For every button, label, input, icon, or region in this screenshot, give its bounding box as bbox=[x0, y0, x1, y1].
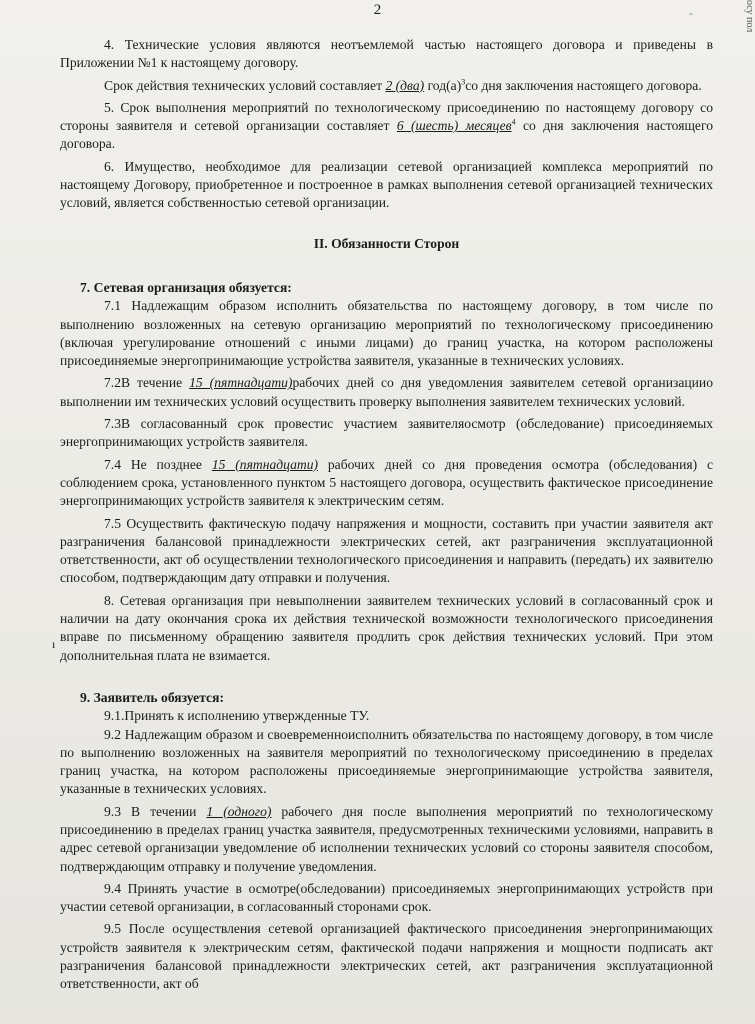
document-body bbox=[60, 36, 713, 994]
execution-term: 6 (шесть) месяцев bbox=[396, 118, 512, 134]
clause-9-3: 9.3 В течении 1 (одного) рабочего дня после выполнения мероприятий по технологическому присоединению в пределах границ участка заявителя, предусмотренных техническими условиями, направить в адрес сетевой организации уведомление об исполнении технических условий со стороны заявителя способом, подтверждающим отправку и получение уведомления. bbox=[60, 803, 714, 874]
clause-6: 6. Имущество, необходимое для реализации сетевой организацией комплекса мероприятий по настоящему Договору, приобретенное и построенное в рамках выполнения сетевой организацией технических условий, является собственностью сетевой организации. bbox=[60, 158, 713, 211]
validity-term: 2 (два) bbox=[385, 77, 425, 93]
connection-term: 15 (пятнадцати) bbox=[211, 456, 319, 472]
check-term: 15 (пятнадцати) bbox=[189, 375, 293, 391]
clause-validity: Срок действия технических условий составляет 2 (два) $год(а)^3со$ дня заключения настоящего договора. bbox=[104, 77, 702, 93]
clause-7-4: 7.4 Не позднее 15 (пятнадцати) рабочих дней со дня проведения осмотра (обследования) с соблюдением срока, установленного пунктом 5 настоящего договора, осуществить фактическое присоединение энергопринимающих устройств заявителя к электрическим сетям. bbox=[60, 456, 713, 509]
footnote-4: 4 bbox=[511, 117, 516, 127]
clause-5: 5. Срок выполнения мероприятий по технологическому присоединению по настоящему договору со стороны заявителя и сетевой организации составляет 6 (шесть) месяцев$^4$ со дня заключения настоящего договора. bbox=[60, 99, 713, 152]
margin-note: осу пол bbox=[744, 0, 755, 33]
notice-term: 1 (одного) bbox=[206, 803, 272, 819]
clause-7-5: 7.5 Осуществить фактическую подачу напряжения и мощности, составить при участии заявителя акт разграничения балансовой принадлежности электрических сетей, акт разграничения эксплуатационной ответственности, акт об осуществлении технологического присоединения и направить (передать) их заявителю способом, подтверждающим дату отправки и получения. bbox=[60, 515, 713, 586]
margin-dash: - bbox=[689, 6, 693, 20]
page-number: 2 bbox=[373, 2, 382, 18]
margin-mark: ı bbox=[52, 637, 56, 651]
clause-7-3: 7.3В согласованный срок провестис участием заявителяосмотр (обследование) присоединяемых энергопринимающих устройств заявителя. bbox=[60, 416, 713, 450]
clause-9-4: 9.4 Принять участие в осмотре(обследовании) присоединяемых энергопринимающих устройств при участии сетевой организации, в согласованный сторонами срок. bbox=[60, 880, 713, 915]
clause-7-2: 7.2В течение 15 (пятнадцати)рабочих дней со дня уведомления заявителем сетевой организациио выполнении им технических условий осуществить проверку выполнения заявителем технических условий. bbox=[60, 375, 713, 409]
clause-7-1: 7.1 Надлежащим образом исполнить обязательства по настоящему договору, в том числе по выполнению возложенных на сетевую организацию мероприятий по технологическому присоединению (включая урегулирование отношений с иными лицами) до границ участка, на котором расположены присоединяемые энергопринимающие устройства заявителя, указанные в технических условиях. bbox=[60, 298, 713, 369]
clause-9-1: 9.1.Принять к исполнению утвержденные ТУ. bbox=[104, 708, 370, 724]
clause-8: 8. Сетевая организация при невыполнении заявителем технических условий в согласованный срок и наличии на дату окончания срока их действия технической возможности технологического присоединения вправе по письменному обращению заявителя продлить срок действия технических условий. При этом дополнительная плата не взимается. bbox=[60, 592, 713, 663]
clause-4: 4. Технические условия являются неотъемлемой частью настоящего договора и приведены в Приложении №1 к настоящему договору. bbox=[60, 37, 713, 71]
subsection-9-title: 9. Заявитель обязуется: bbox=[80, 689, 224, 705]
clause-9-5: 9.5 После осуществления сетевой организацией фактического присоединения энергопринимающих устройств заявителя к электрическим сетям, фактической подачи напряжения и мощности подписать акт разграничения балансовой принадлежности электрических сетей, акт разграничения эксплуатационной ответственности, акт об bbox=[60, 921, 713, 992]
footnote-3: 3 bbox=[461, 77, 466, 87]
section-heading: II. Обязанности Сторон bbox=[313, 235, 460, 251]
clause-9-2: 9.2 Надлежащим образом и своевременноисполнить обязательства по настоящему договору, в том числе по выполнению возложенных на заявителя мероприятий по технологическому присоединению в пределах границ участка, на котором расположены присоединяемые энергопринимающие устройства заявителя, указанные в технических условиях. bbox=[60, 726, 713, 797]
subsection-7-title: 7. Сетевая организация обязуется: bbox=[80, 279, 292, 295]
